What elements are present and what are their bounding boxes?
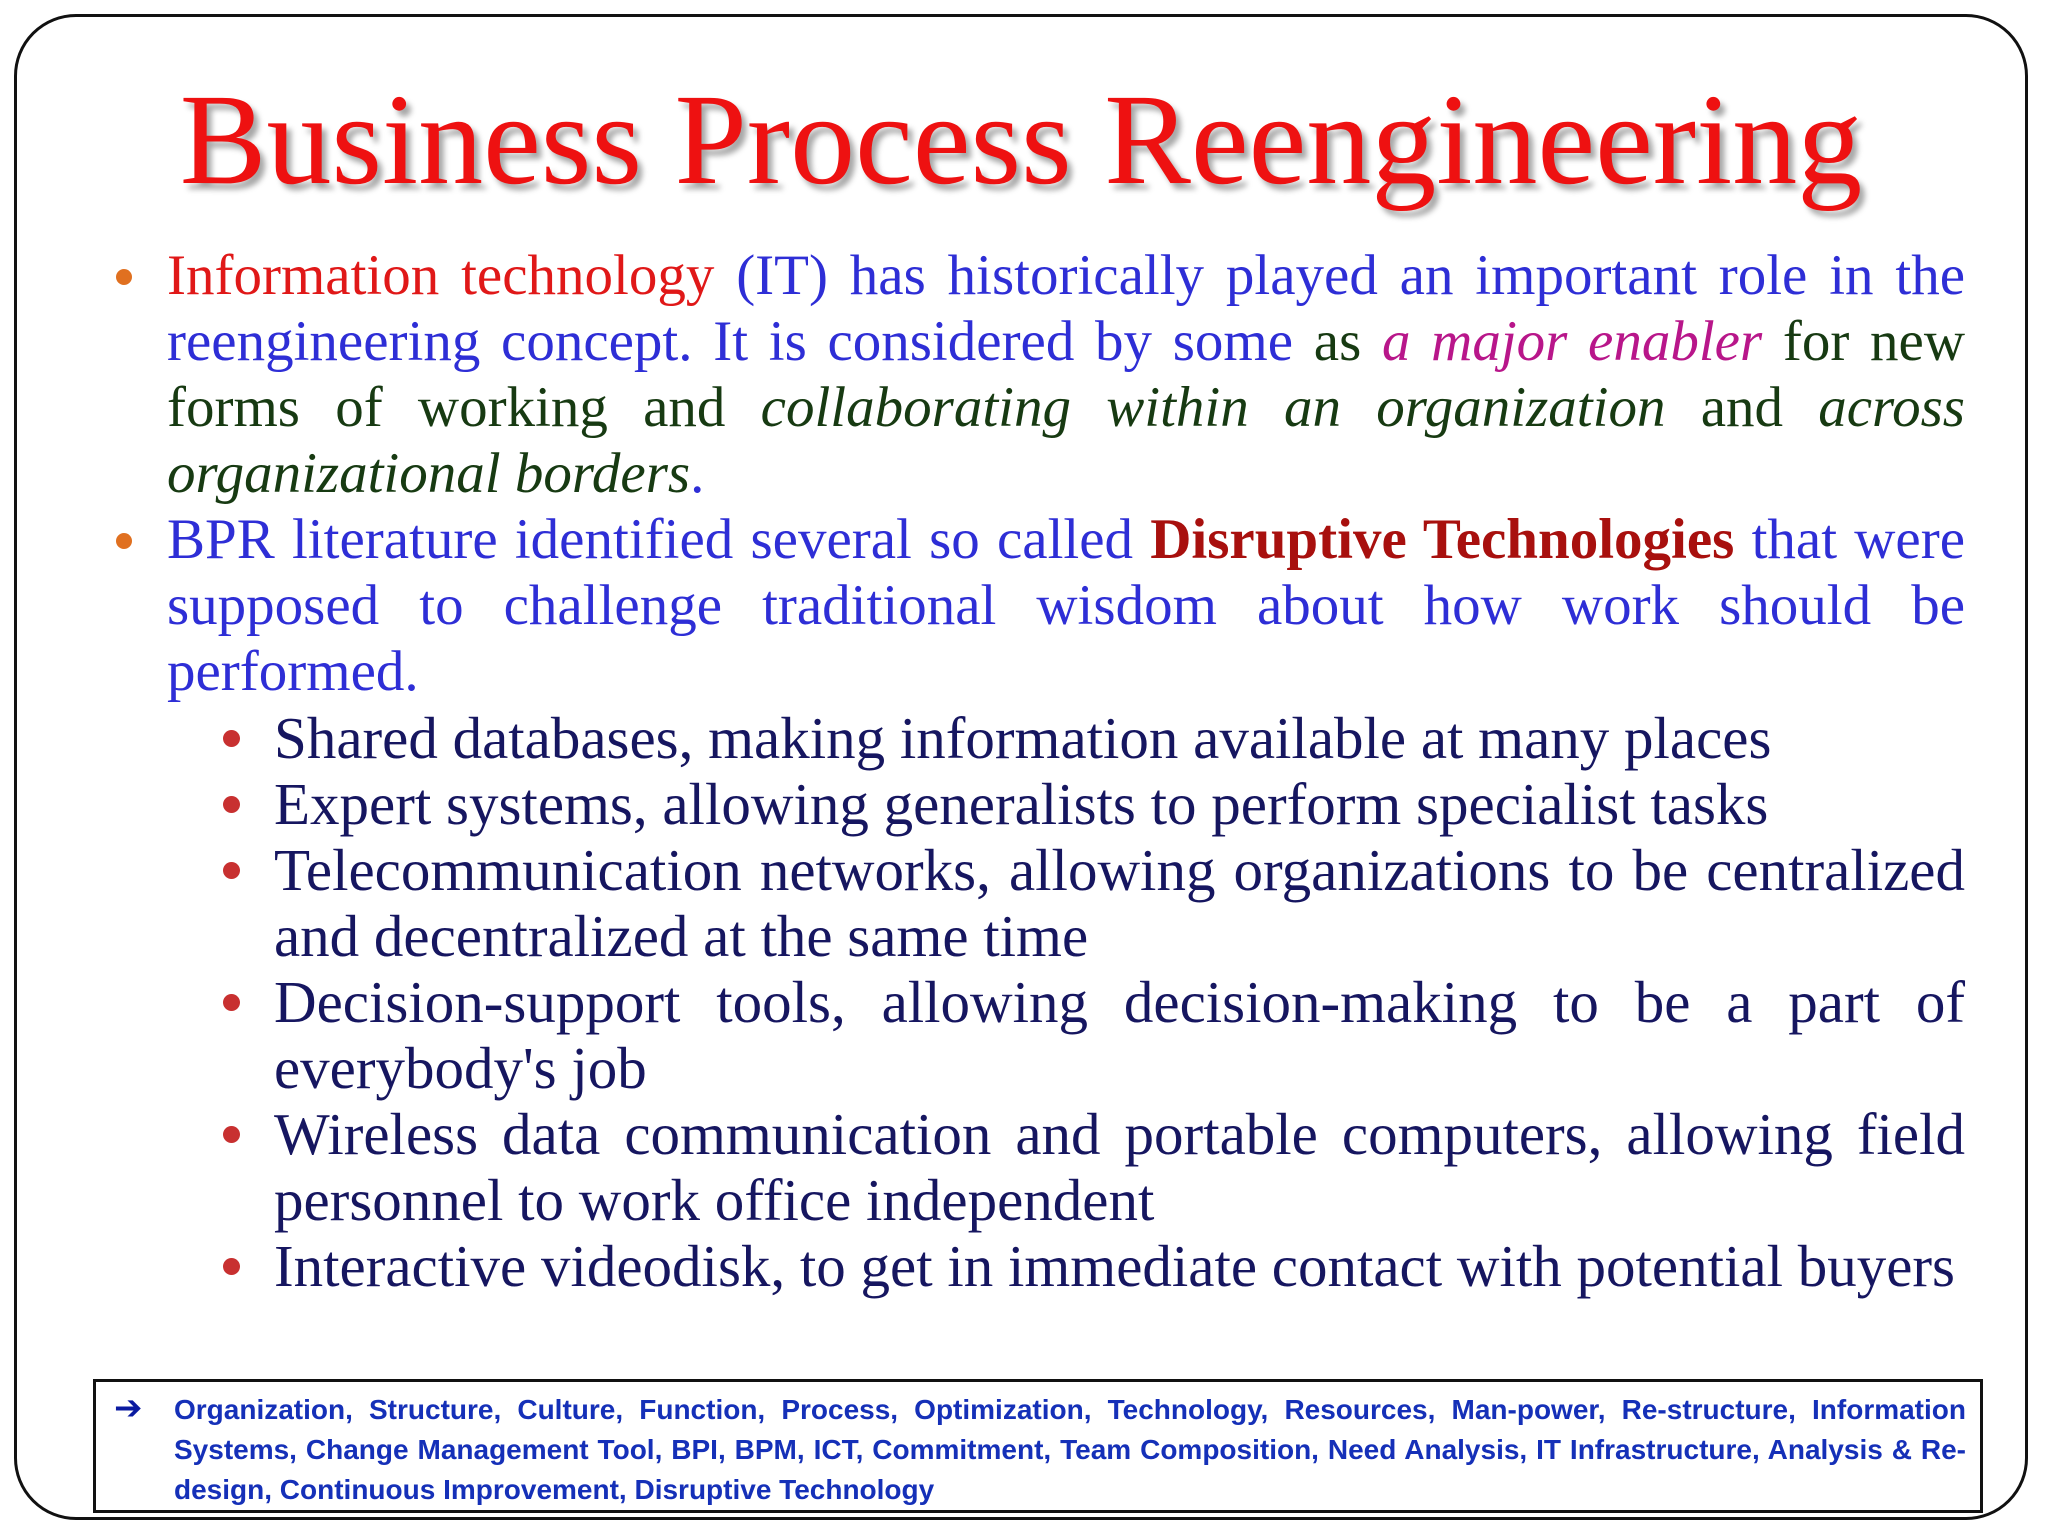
text-segment: collaborating within an organization [760,376,1666,439]
list-item [274,771,1965,837]
list-item [274,969,1965,1101]
bullet-dot-icon [116,269,132,285]
text-segment: across organizational borders [167,376,1965,505]
text-segment: . [690,442,705,505]
list-item [274,837,1965,969]
disruptive-technologies-list [274,705,1965,1299]
text-segment: a major enabler [1381,310,1763,373]
slide-body [167,243,1965,1299]
text-segment: BPR literature identified several so called [167,508,1151,571]
bullet-disruptive-technologies [167,507,1965,705]
list-item [274,1233,1965,1299]
text-segment: for new forms of working and [167,310,1965,439]
bullet-dot-icon [223,862,240,879]
slide-title: Business Process Reengineering [179,68,1863,212]
text-segment: and [1665,376,1819,439]
keywords-box [93,1379,1983,1513]
bullet-dot-icon [223,1258,240,1275]
list-item-text: Expert systems, allowing generalists to perform specialist tasks [274,771,1769,837]
list-item-text: Telecommunication networks, allowing organizations to be centralized and decentralized at the same time [274,837,1965,969]
bullet-dot-icon [223,796,240,813]
bullet-dot-icon [223,994,240,1011]
keywords-text: Organization, Structure, Culture, Function, Process, Optimization, Technology, Resources, Man-power, Re-structure, Information Systems, Change Management Tool, BPI, BPM, ICT, Commitment, Team Composition, Need Analysis, IT Infrastructure, Analysis & Re-design, Continuous Improvement, Disruptive Technology [174,1394,1966,1505]
list-item-text: Decision-support tools, allowing decision-making to be a part of everybody's job [274,969,1965,1101]
bullet-dot-icon [223,730,240,747]
text-segment: (IT) has historically played an important role in the reengineering concept. It is considered by some [167,244,1965,373]
text-segment: that were supposed to challenge traditional wisdom about how work should be performed. [167,508,1965,703]
list-item-text: Interactive videodisk, to get in immediate contact with potential buyers [274,1233,1956,1299]
bullet-dot-icon [223,1126,240,1143]
list-item-text: Wireless data communication and portable computers, allowing field personnel to work office independent [274,1101,1965,1233]
text-segment: Information technology [167,244,715,307]
text-segment: Disruptive Technologies [1150,508,1735,571]
list-item [274,1101,1965,1233]
list-item-text: Shared databases, making information available at many places [274,705,1772,771]
text-segment: as [1293,310,1382,373]
arrow-right-icon: ➔ [114,1389,143,1427]
list-item [274,705,1965,771]
bullet-it-role [167,243,1965,507]
bullet-dot-icon [116,533,132,549]
slide-frame [14,14,2028,1520]
